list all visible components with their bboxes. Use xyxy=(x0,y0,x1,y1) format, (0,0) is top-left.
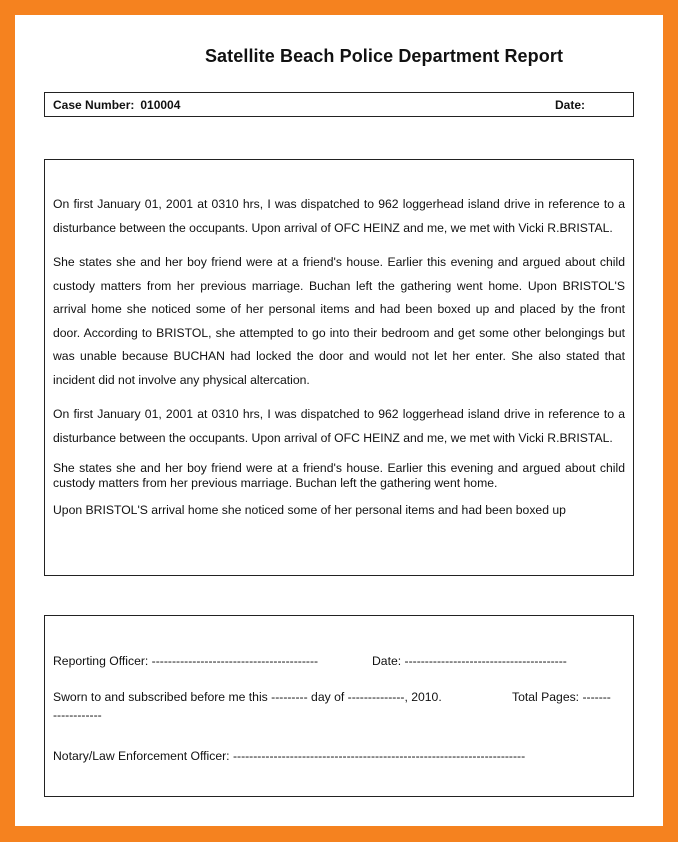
report-page xyxy=(15,15,663,826)
narrative-paragraph: She states she and her boy friend were at a friend's house. Earlier this evening and argued about child custody matters from her previous marriage. Buchan left the gathering went home. xyxy=(53,461,625,490)
sworn-line-continued: ------------ xyxy=(53,708,102,722)
narrative-paragraph: Upon BRISTOL'S arrival home she noticed some of her personal items and had been boxed up xyxy=(53,503,566,517)
page-title: Satellite Beach Police Department Report xyxy=(204,46,564,66)
narrative-box xyxy=(44,159,634,576)
signature-box xyxy=(44,615,634,797)
sworn-line: Sworn to and subscribed before me this --------- day of --------------, 2010. xyxy=(53,690,442,704)
narrative-text xyxy=(53,193,625,534)
case-number-field xyxy=(53,98,180,112)
narrative-paragraph: On first January 01, 2001 at 0310 hrs, I was dispatched to 962 loggerhead island drive in reference to a disturbance between the occupants. Upon arrival of OFC HEINZ and me, we met with Vicki R.BRISTAL. xyxy=(53,407,625,445)
case-number-label: Case Number: xyxy=(53,98,135,112)
case-number-value: 010004 xyxy=(140,98,181,112)
case-header-box xyxy=(44,92,634,117)
total-pages-line: Total Pages: ------- xyxy=(512,690,611,704)
signature-date-line: Date: ---------------------------------------- xyxy=(372,654,567,668)
reporting-officer-line: Reporting Officer: ----------------------------------------- xyxy=(53,654,319,668)
date-label: Date: xyxy=(555,98,586,112)
narrative-paragraph: On first January 01, 2001 at 0310 hrs, I was dispatched to 962 loggerhead island drive in reference to a disturbance between the occupants. Upon arrival of OFC HEINZ and me, we met with Vicki R.BRISTAL. xyxy=(53,197,625,235)
narrative-paragraph: She states she and her boy friend were at a friend's house. Earlier this evening and argued about child custody matters from her previous marriage. Buchan left the gathering went home. Upon BRISTOL'S arrival home she noticed some of her personal items and had been boxed up and placed by the front door. According to BRISTOL, she attempted to go into their bedroom and get some other belongings but was unable because BUCHAN had locked the door and would not let her enter. She also stated that incident did not involve any physical altercation. xyxy=(53,255,625,387)
notary-line: Notary/Law Enforcement Officer: ------------------------------------------------------------------------ xyxy=(53,749,526,763)
